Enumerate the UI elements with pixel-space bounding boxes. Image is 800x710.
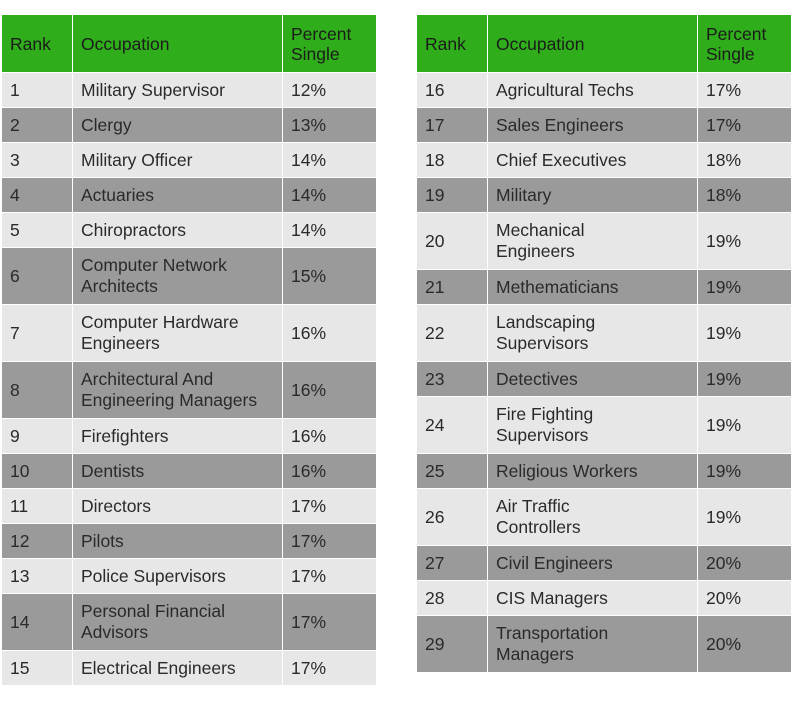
occupation-cell <box>488 454 698 489</box>
occupation-cell <box>73 362 283 419</box>
rank-cell: 16 <box>417 73 488 108</box>
occupation-line: Supervisors <box>496 425 589 445</box>
rank-cell: 1 <box>2 73 73 108</box>
rank-cell: 29 <box>417 616 488 673</box>
rank-cell: 26 <box>417 489 488 546</box>
percent-cell: 19% <box>698 489 792 546</box>
rank-cell: 27 <box>417 546 488 581</box>
table-row <box>2 651 377 686</box>
rank-cell: 8 <box>2 362 73 419</box>
occupation-line: Police Supervisors <box>81 565 226 586</box>
occupation-line: Architects <box>81 276 158 296</box>
occupation-cell <box>73 108 283 143</box>
table-row <box>417 73 792 108</box>
table-row <box>2 213 377 248</box>
percent-cell: 16% <box>283 419 377 454</box>
rank-cell: 15 <box>2 651 73 686</box>
table-row <box>417 489 792 546</box>
occupation-cell <box>488 143 698 178</box>
table-row <box>417 362 792 397</box>
left-table-body <box>2 73 377 686</box>
occupation-cell <box>488 546 698 581</box>
occupation-line: Chief Executives <box>496 149 627 170</box>
occupation-line: Firefighters <box>81 425 169 446</box>
percent-header-line2: Single <box>291 43 340 64</box>
occupation-line: Engineering Managers <box>81 390 258 410</box>
percent-cell: 14% <box>283 143 377 178</box>
percent-cell: 17% <box>283 489 377 524</box>
occupation-line: Landscaping <box>496 312 596 332</box>
percent-cell: 17% <box>283 524 377 559</box>
rank-cell: 4 <box>2 178 73 213</box>
percent-cell: 15% <box>283 248 377 305</box>
table-row <box>417 213 792 270</box>
occupation-line: Agricultural Techs <box>496 79 634 100</box>
rank-header: Rank <box>2 15 73 73</box>
percent-cell: 18% <box>698 178 792 213</box>
occupation-cell <box>73 651 283 686</box>
occupation-line: Architectural And <box>81 369 214 389</box>
percent-cell: 19% <box>698 213 792 270</box>
rank-cell: 14 <box>2 594 73 651</box>
table-row <box>417 454 792 489</box>
occupation-cell <box>73 178 283 213</box>
occupation-line: Transportation <box>496 623 609 643</box>
table-row <box>417 178 792 213</box>
percent-cell: 17% <box>698 73 792 108</box>
table-row <box>2 178 377 213</box>
table-row <box>2 362 377 419</box>
table-row <box>417 397 792 454</box>
percent-header-line1: Percent <box>291 23 352 44</box>
occupation-cell <box>488 362 698 397</box>
table-row <box>417 616 792 673</box>
rank-cell: 18 <box>417 143 488 178</box>
occupation-line: Air Traffic <box>496 496 570 516</box>
occupation-cell <box>488 108 698 143</box>
table-row <box>2 248 377 305</box>
occupation-cell <box>73 143 283 178</box>
table-row <box>2 143 377 178</box>
rank-cell: 21 <box>417 270 488 305</box>
percent-cell: 19% <box>698 397 792 454</box>
occupation-header: Occupation <box>488 15 698 73</box>
table-row <box>417 270 792 305</box>
rank-header: Rank <box>417 15 488 73</box>
occupation-cell <box>73 524 283 559</box>
rank-cell: 3 <box>2 143 73 178</box>
occupation-line: Chiropractors <box>81 219 187 240</box>
percent-cell: 16% <box>283 362 377 419</box>
occupation-line: Pilots <box>81 530 124 551</box>
rank-cell: 22 <box>417 305 488 362</box>
table-row <box>2 108 377 143</box>
occupation-line: Electrical Engineers <box>81 657 236 678</box>
occupation-line: Military Officer <box>81 149 193 170</box>
occupation-cell <box>73 489 283 524</box>
percent-single-header <box>698 15 792 73</box>
occupation-line: Managers <box>496 644 574 664</box>
occupation-line: CIS Managers <box>496 587 608 608</box>
percent-cell: 17% <box>283 651 377 686</box>
occupation-line: Military Supervisor <box>81 79 225 100</box>
occupation-cell <box>488 581 698 616</box>
occupation-cell <box>488 305 698 362</box>
table-row <box>2 419 377 454</box>
occupation-line: Methematicians <box>496 276 619 297</box>
occupation-line: Detectives <box>496 368 578 389</box>
table-row <box>2 305 377 362</box>
occupation-header: Occupation <box>73 15 283 73</box>
rank-cell: 2 <box>2 108 73 143</box>
header-row <box>2 15 377 73</box>
occupation-line: Directors <box>81 495 152 516</box>
rank-cell: 6 <box>2 248 73 305</box>
rank-cell: 5 <box>2 213 73 248</box>
table-row <box>417 546 792 581</box>
percent-cell: 20% <box>698 581 792 616</box>
table-row <box>2 489 377 524</box>
occupation-line: Religious Workers <box>496 460 638 481</box>
percent-cell: 20% <box>698 616 792 673</box>
percent-cell: 19% <box>698 270 792 305</box>
percent-cell: 19% <box>698 362 792 397</box>
table-row <box>417 305 792 362</box>
occupation-cell <box>73 213 283 248</box>
occupation-cell <box>488 178 698 213</box>
rank-cell: 19 <box>417 178 488 213</box>
table-row <box>417 108 792 143</box>
occupation-line: Sales Engineers <box>496 114 624 135</box>
occupation-line: Military <box>496 184 552 205</box>
rank-cell: 25 <box>417 454 488 489</box>
table-row <box>2 559 377 594</box>
occupation-line: Personal Financial <box>81 601 225 621</box>
occupation-cell <box>488 397 698 454</box>
percent-cell: 14% <box>283 178 377 213</box>
percent-header-line1: Percent <box>706 23 767 44</box>
occupation-line: Advisors <box>81 622 149 642</box>
table-row <box>2 73 377 108</box>
percent-cell: 12% <box>283 73 377 108</box>
rank-cell: 7 <box>2 305 73 362</box>
rank-cell: 28 <box>417 581 488 616</box>
rank-cell: 9 <box>2 419 73 454</box>
percent-cell: 13% <box>283 108 377 143</box>
rank-cell: 10 <box>2 454 73 489</box>
occupation-line: Mechanical <box>496 220 585 240</box>
occupation-cell <box>488 270 698 305</box>
rank-cell: 12 <box>2 524 73 559</box>
occupation-line: Civil Engineers <box>496 552 613 573</box>
percent-cell: 18% <box>698 143 792 178</box>
occupation-cell <box>488 213 698 270</box>
occupation-cell <box>488 616 698 673</box>
table-row <box>417 581 792 616</box>
right-table <box>416 14 792 673</box>
occupation-cell <box>73 594 283 651</box>
occupation-cell <box>73 559 283 594</box>
percent-header-line2: Single <box>706 43 755 64</box>
occupation-line: Clergy <box>81 114 132 135</box>
table-row <box>2 454 377 489</box>
occupation-cell <box>73 248 283 305</box>
occupation-line: Supervisors <box>496 333 589 353</box>
occupation-cell <box>73 419 283 454</box>
occupation-line: Dentists <box>81 460 145 481</box>
rank-cell: 24 <box>417 397 488 454</box>
rank-cell: 17 <box>417 108 488 143</box>
header-row <box>417 15 792 73</box>
occupation-cell <box>73 454 283 489</box>
percent-cell: 19% <box>698 305 792 362</box>
percent-cell: 16% <box>283 454 377 489</box>
percent-cell: 14% <box>283 213 377 248</box>
percent-cell: 16% <box>283 305 377 362</box>
percent-cell: 17% <box>283 594 377 651</box>
rank-cell: 20 <box>417 213 488 270</box>
occupation-cell <box>488 489 698 546</box>
occupation-cell <box>488 73 698 108</box>
occupation-line: Controllers <box>496 517 581 537</box>
percent-cell: 19% <box>698 454 792 489</box>
rank-cell: 13 <box>2 559 73 594</box>
right-table-body <box>417 73 792 673</box>
occupation-line: Actuaries <box>81 184 154 205</box>
table-row <box>2 594 377 651</box>
occupation-line: Computer Hardware <box>81 312 239 332</box>
percent-cell: 17% <box>283 559 377 594</box>
table-row <box>2 524 377 559</box>
percent-cell: 17% <box>698 108 792 143</box>
occupation-line: Fire Fighting <box>496 404 594 424</box>
left-table <box>1 14 377 686</box>
percent-cell: 20% <box>698 546 792 581</box>
rank-cell: 11 <box>2 489 73 524</box>
occupation-line: Engineers <box>81 333 160 353</box>
occupation-cell <box>73 305 283 362</box>
table-row <box>417 143 792 178</box>
rank-cell: 23 <box>417 362 488 397</box>
occupation-line: Engineers <box>496 241 575 261</box>
occupation-line: Computer Network <box>81 255 227 275</box>
percent-single-header <box>283 15 377 73</box>
occupation-cell <box>73 73 283 108</box>
